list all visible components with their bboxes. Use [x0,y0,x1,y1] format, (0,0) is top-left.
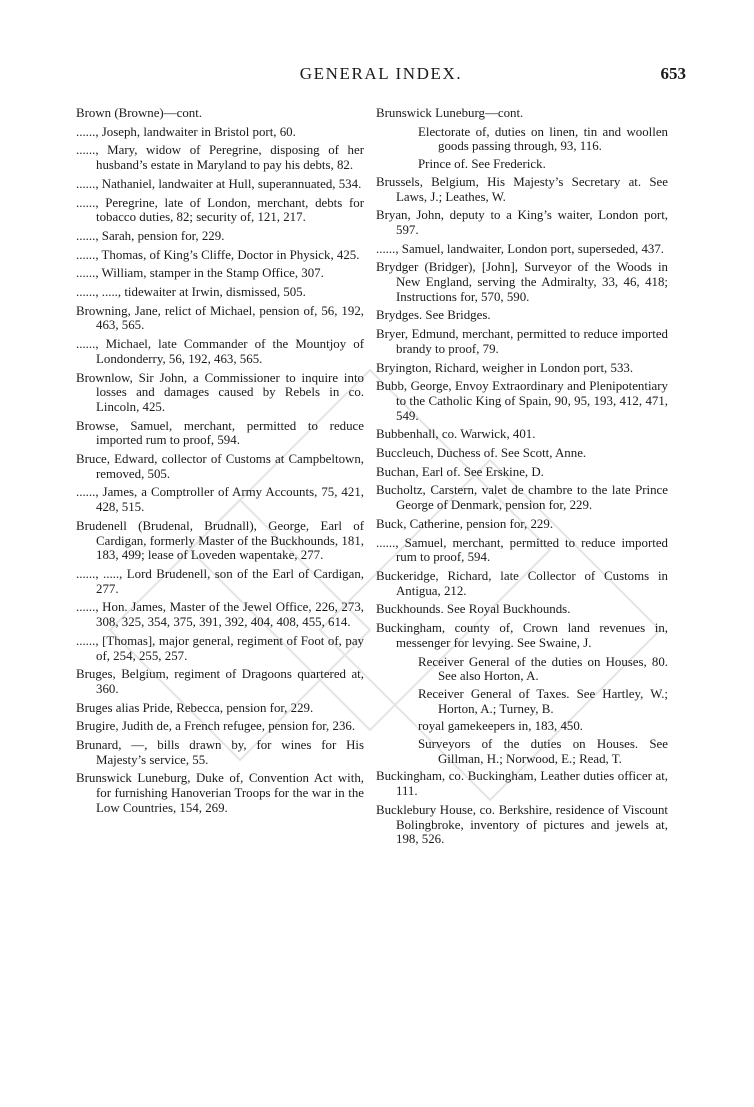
index-entry: Bryington, Richard, weigher in London port, 533. [376,360,634,375]
index-entry: ......, Samuel, landwaiter, London port, superseded, 437. [376,241,665,256]
index-entry: Bruges, Belgium, regiment of Dragoons quartered at, 360. [76,667,364,696]
index-entry: Buckingham, county of, Crown land revenues in, messenger for levying. See Swaine, J. [376,621,668,650]
index-entry: Brydger (Bridger), [John], Surveyor of the Woods in New England, serving the Admiralty, 33, 46, 418; Instructions for, 570, 590. [376,260,668,304]
index-entry: royal gamekeepers in, 183, 450. [418,719,584,734]
page-number: 653 [660,64,686,83]
index-entry: Electorate of, duties on linen, tin and woollen goods passing through, 93, 116. [418,124,668,154]
index-entry: Bruges alias Pride, Rebecca, pension for, 229. [76,700,314,715]
index-entry: ......, James, a Comptroller of Army Accounts, 75, 421, 428, 515. [76,485,364,515]
page-title: GENERAL INDEX. [299,64,463,83]
index-entry: Brydges. See Bridges. [376,308,491,323]
index-entry: Prince of. See Frederick. [418,157,546,172]
index-entry: ......, Peregrine, late of London, merchant, debts for tobacco duties, 82; security of, 121, 217. [76,195,364,225]
index-entry: Browse, Samuel, merchant, permitted to reduce imported rum to proof, 594. [76,418,364,448]
index-entry: Buchan, Earl of. See Erskine, D. [376,464,544,479]
index-entry: Buckhounds. See Royal Buckhounds. [376,602,571,617]
index-entry: Brugire, Judith de, a French refugee, pension for, 236. [76,719,356,734]
index-entry: Browning, Jane, relict of Michael, pension of, 56, 192, 463, 565. [76,303,364,333]
index-entry: Brussels, Belgium, His Majesty’s Secretary at. See Laws, J.; Leathes, W. [376,174,668,204]
index-entry: Bryer, Edmund, merchant, permitted to reduce imported brandy to proof, 79. [376,327,668,356]
index-entry: Brudenell (Brudenal, Brudnall), George, Earl of Cardigan, formerly Master of the Buckhounds, 181, 183, 499; lease of Loveden wapentake, 277. [76,518,364,563]
index-entry: Brown (Browne)—cont. [76,106,203,120]
right-index-column [376,106,668,851]
index-entry: Buckeridge, Richard, late Collector of Customs in Antigua, 212. [376,568,668,598]
index-entry: Bruce, Edward, collector of Customs at Campbeltown, removed, 505. [76,452,364,481]
index-entry: Buccleuch, Duchess of. See Scott, Anne. [376,446,587,461]
index-entry: Bucholtz, Carstern, valet de chambre to the late Prince George of Denmark, pension for, 229. [376,483,668,513]
index-entry: Bryan, John, deputy to a King’s waiter, London port, 597. [376,208,668,237]
index-entry: Buck, Catherine, pension for, 229. [376,516,554,531]
index-entry: ......, William, stamper in the Stamp Office, 307. [76,266,324,281]
index-entry: ......, Joseph, landwaiter in Bristol port, 60. [76,124,296,139]
index-entry: Brownlow, Sir John, a Commissioner to inquire into losses and damages caused by Rebels in co. Lincoln, 425. [76,370,364,414]
index-entry: ......, Michael, late Commander of the Mountjoy of Londonderry, 56, 192, 463, 565. [76,337,364,366]
index-entry: ......, [Thomas], major general, regiment of Foot of, pay of, 254, 255, 257. [76,633,364,663]
index-entry: Receiver General of Taxes. See Hartley, W.; Horton, A.; Turney, B. [418,686,668,716]
index-entry: Surveyors of the duties on Houses. See Gillman, H.; Norwood, E.; Read, T. [418,737,668,766]
index-entry: Brunswick Luneburg, Duke of, Convention Act with, for furnishing Hanoverian Troops for the war in the Low Countries, 154, 269. [76,771,364,815]
index-entry: Bubb, George, Envoy Extraordinary and Plenipotentiary to the Catholic King of Spain, 90, 95, 193, 412, 471, 549. [376,379,668,423]
index-entry: Buckingham, co. Buckingham, Leather duties officer at, 111. [376,769,668,799]
index-entry: ......, Sarah, pension for, 229. [76,228,225,243]
index-entry: ......, ....., Lord Brudenell, son of the Earl of Cardigan, 277. [76,566,364,596]
index-entry: Bubbenhall, co. Warwick, 401. [376,427,536,442]
index-entry: Bucklebury House, co. Berkshire, residence of Viscount Bolingbroke, inventory of pictures and jewels at, 198, 526. [376,802,668,847]
index-entry: ......, Nathaniel, landwaiter at Hull, superannuated, 534. [76,176,362,191]
index-entry: Brunard, —, bills drawn by, for wines for His Majesty’s service, 55. [76,738,364,767]
page-header [76,64,686,88]
index-entry: Brunswick Luneburg—cont. [376,106,524,120]
index-entry: ......, Hon. James, Master of the Jewel Office, 226, 273, 308, 325, 354, 375, 391, 392, 404, 408, 455, 614. [76,600,364,630]
left-index-column [76,106,364,820]
index-entry: Receiver General of the duties on Houses, 80. See also Horton, A. [418,654,668,684]
index-entry: ......, Samuel, merchant, permitted to reduce imported rum to proof, 594. [376,535,668,565]
index-entry: ......, Thomas, of King’s Cliffe, Doctor in Physick, 425. [76,247,360,262]
index-entry: ......, Mary, widow of Peregrine, disposing of her husband’s estate in Maryland to pay his debts, 82. [76,143,364,173]
index-entry: ......, ....., tidewaiter at Irwin, dismissed, 505. [76,285,306,300]
